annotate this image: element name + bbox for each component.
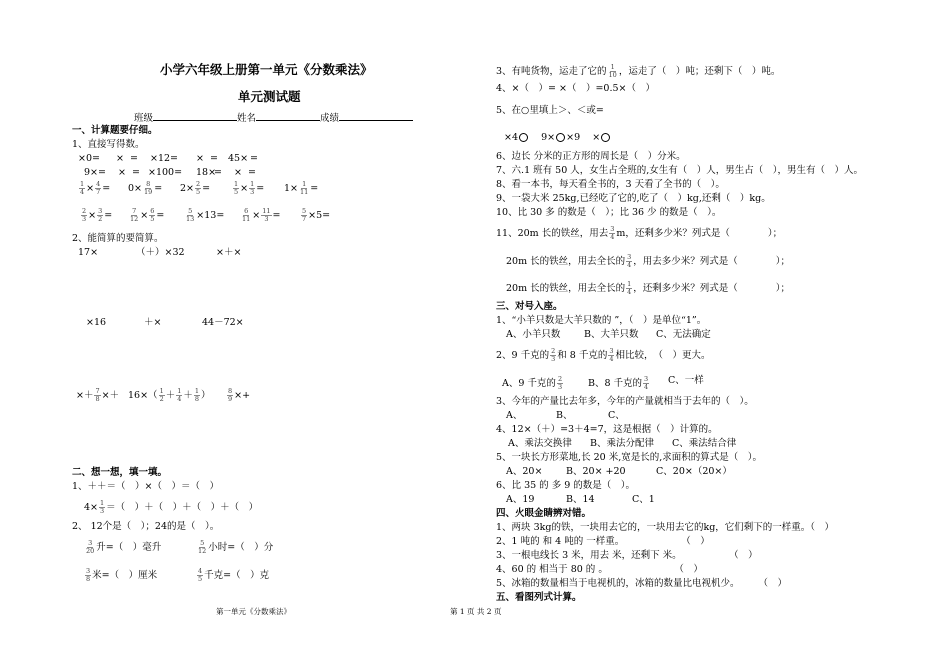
simplify-item: ＋×	[144, 317, 162, 328]
s2-q1b: 4× $\frac{1}{3}$ ＝（ ）＋（ ）＋（ ）＋（ ）	[84, 499, 259, 515]
name-field[interactable]	[256, 112, 320, 121]
option[interactable]: C、	[608, 410, 625, 421]
fraction: $\frac{1}{8}$	[194, 387, 200, 403]
calc-item: $\frac{2}{3}$ × $\frac{3}{2}$ =	[82, 207, 113, 223]
fraction: $\frac{2}{5}$	[196, 180, 201, 196]
s3-q3: 3、今年的产量比去年多，今年的产量就相当于去年的（ ）。	[496, 396, 754, 407]
score-field[interactable]	[339, 112, 413, 121]
r-q7: 7、六.1 班有 50 人，女生占全班的,女生有（ ）人，男生占（ ），男生有（ ）人。	[496, 165, 864, 176]
calc-item: ×	[116, 153, 124, 164]
unit-item: $\frac{5}{12}$ 小时=（ ）分	[198, 539, 274, 555]
calc-item: $\frac{1}{4}$ × $\frac{4}{7}$ =	[80, 180, 111, 196]
unit-item: $\frac{4}{5}$ 千克=（ ）克	[198, 567, 270, 583]
name-label: 姓名	[237, 113, 257, 124]
option[interactable]: A、20×	[506, 466, 543, 477]
class-label: 班级	[134, 113, 154, 124]
s1-q1: 1、直接写得数。	[72, 139, 145, 150]
s2-q1: 1、＋＋＝（ ）×（ ）＝（ ）	[72, 481, 220, 492]
option[interactable]: A、小羊只数	[506, 329, 561, 340]
option[interactable]: B、20× +20	[566, 466, 626, 477]
fraction: $\frac{6}{11}$	[242, 207, 251, 223]
fraction: $\frac{7}{12}$	[130, 207, 139, 223]
calc-item: ×0=	[78, 153, 100, 164]
calc-item: =	[248, 167, 256, 178]
fraction: $\frac{3}{4}$	[610, 225, 615, 241]
calc-item: =	[210, 153, 218, 164]
fraction: $\frac{1}{10}$	[608, 63, 617, 79]
simplify-item: （＋）×32	[136, 247, 185, 258]
calc-item: =	[250, 153, 258, 164]
fraction: $\frac{5}{12}$	[198, 539, 207, 555]
s4-q3: 3、一根电线长 3 米，用去 米，还剩下 米。 （ ）	[496, 550, 758, 561]
simplify-item: ×16	[86, 317, 107, 328]
fraction: $\frac{1}{3}$	[100, 499, 105, 515]
calc-item: 9×=	[84, 167, 106, 178]
option[interactable]: B、大羊只数	[584, 329, 639, 340]
calc-item: 18×	[196, 167, 217, 178]
calc-item: ×	[196, 153, 204, 164]
simplify-item: ×＋ $\frac{7}{8}$ ×＋	[76, 387, 120, 403]
fraction: $\frac{2}{3}$	[551, 347, 556, 363]
simplify-item: 44－72×	[202, 317, 244, 328]
fraction: $\frac{3}{2}$	[98, 207, 103, 223]
r-q11-3: 20m 长的铁丝，用去全长的 $\frac{1}{4}$ ，还剩多少米？列式是（ ）；	[506, 280, 791, 296]
fraction: $\frac{1}{2}$	[159, 387, 164, 403]
calc-item: ×	[118, 167, 126, 178]
fraction: $\frac{1}{5}$	[234, 180, 239, 196]
simplify-item: $\frac{8}{9}$ ×+	[228, 387, 251, 403]
fraction: $\frac{2}{3}$	[82, 207, 87, 223]
option[interactable]: B、8 千克的 $\frac{3}{4}$	[588, 375, 649, 391]
option[interactable]: A、乘法交换律	[508, 438, 572, 449]
section2-heading: 二、想一想，填一填。	[72, 467, 168, 478]
s4-q4: 4、60 的 相当于 80 的 。 （ ）	[496, 564, 703, 575]
section4-heading: 四、火眼金睛辨对错。	[496, 508, 592, 519]
unit-item: $\frac{3}{20}$ 升=（ ）毫升	[86, 539, 162, 555]
calc-item: 2× $\frac{2}{5}$ =	[180, 180, 211, 196]
fraction: $\frac{2}{3}$	[557, 375, 563, 391]
calc-item: 1× $\frac{1}{11}$ =	[284, 180, 319, 196]
calc-item: 0× $\frac{8}{19}$ =	[128, 180, 163, 196]
footer-right: 第 1 页 共 2 页	[450, 607, 502, 616]
fraction: $\frac{5}{13}$	[186, 207, 195, 223]
option[interactable]: B、	[556, 410, 573, 421]
option[interactable]: A、19	[506, 494, 535, 505]
calc-item: =	[132, 167, 140, 178]
calc-item: $\frac{5}{7}$ ×5=	[302, 207, 331, 223]
r-q10: 10、比 30 多 的数是（ ）；比 36 少 的数是（ ）。	[496, 207, 722, 218]
simplify-item: 17×	[78, 247, 99, 258]
score-label: 成绩	[320, 113, 340, 124]
s1-q2: 2、能简算的要简算。	[72, 233, 164, 244]
r-q5-items: ×4 9× ×9 ×	[504, 133, 611, 143]
r-q9: 9、一袋大米 25kg,已经吃了它的,吃了（ ）kg,还剩（ ）kg。	[496, 193, 771, 204]
calc-item: 45×	[228, 153, 249, 164]
calc-item: $\frac{5}{13}$ ×13=	[186, 207, 225, 223]
option[interactable]: C、20×（20×）	[656, 466, 732, 477]
fraction: $\frac{4}{5}$	[198, 567, 203, 583]
r-q3: 3、有吨货物，运走了它的 $\frac{1}{10}$ ，运走了（ ）吨；还剩下（ ）吨。	[496, 63, 781, 79]
option[interactable]: C、一样	[668, 375, 704, 386]
option[interactable]: C、1	[632, 494, 655, 505]
fraction: $\frac{7}{8}$	[95, 387, 100, 403]
fraction: $\frac{11}{3}$	[262, 207, 271, 223]
r-q8: 8、看一本书，每天看全书的，3 天看了全书的（ ）。	[496, 179, 725, 190]
fraction: $\frac{3}{20}$	[86, 539, 95, 555]
compare-circle[interactable]	[519, 133, 528, 142]
calc-item: ×12=	[150, 153, 179, 164]
fraction: $\frac{3}{4}$	[644, 375, 649, 391]
calc-item: $\frac{6}{11}$ × $\frac{11}{3}$ =	[242, 207, 281, 223]
fraction: $\frac{1}{4}$	[177, 387, 182, 403]
fraction: $\frac{1}{11}$	[300, 180, 309, 196]
s3-q6: 6、比 35 的 多 9 的数是（ ）。	[496, 480, 636, 491]
calc-item: ×	[234, 167, 242, 178]
section3-heading: 三、对号入座。	[496, 301, 563, 312]
r-q6: 6、边长 分米的正方形的周长是（ ）分米。	[496, 151, 686, 162]
fraction: $\frac{6}{5}$	[150, 207, 155, 223]
fraction: $\frac{3}{4}$	[609, 347, 614, 363]
section5-heading: 五、看图列式计算。	[496, 592, 582, 603]
simplify-item: 16×（ $\frac{1}{2}$ ＋ $\frac{1}{4}$ ＋ $\frac{1}{8}$ ）	[128, 387, 211, 403]
r-q11: 11、20m 长的铁丝，用去 $\frac{3}{4}$ m，还剩多少米？列式是（ ）；	[496, 225, 783, 241]
info-line	[134, 112, 413, 124]
compare-circle[interactable]	[556, 133, 565, 142]
class-field[interactable]	[153, 112, 237, 121]
simplify-item: ×＋×	[216, 247, 242, 258]
s3-q2: 2、9 千克的 $\frac{2}{3}$ 和 8 千克的 $\frac{3}{4}$ 相比较， （ ）更大。	[496, 347, 711, 363]
compare-circle[interactable]	[601, 133, 610, 142]
fraction: $\frac{1}{4}$	[80, 180, 85, 196]
s2-q2: 2、 12个是（ ）；24的是（ ）。	[72, 521, 220, 532]
fraction: $\frac{5}{7}$	[302, 207, 307, 223]
option[interactable]: C、乘法结合律	[672, 438, 737, 449]
fraction: $\frac{1}{4}$	[627, 280, 632, 296]
fraction: $\frac{8}{19}$	[144, 180, 153, 196]
option[interactable]: B、乘法分配律	[590, 438, 654, 449]
option[interactable]: C、无法确定	[656, 329, 711, 340]
s3-q5: 5、一块长方形菜地,长 20 米,宽是长的,求面积的算式是（ ）。	[496, 452, 762, 463]
calc-item: $\frac{7}{12}$ × $\frac{6}{5}$ =	[130, 207, 165, 223]
option[interactable]: A、9 千克的 $\frac{2}{3}$	[502, 375, 563, 391]
section1-heading: 一、计算题要仔细。	[72, 125, 158, 136]
option[interactable]: B、14	[566, 494, 595, 505]
s3-q4: 4、12×（＋）=3＋4=7，这是根据（ ）计算的。	[496, 424, 718, 435]
r-q11-2: 20m 长的铁丝，用去全长的 $\frac{3}{4}$ ，用去多少米？列式是（ ）；	[506, 253, 791, 269]
footer-left: 第一单元《分数乘法》	[216, 607, 291, 616]
s4-q5: 5、冰箱的数量相当于电视机的，冰箱的数量比电视机少。 （ ）	[496, 578, 788, 589]
fraction: $\frac{8}{9}$	[228, 387, 233, 403]
r-q5: 5、在○里填上＞、＜或=	[496, 105, 604, 116]
fraction: $\frac{1}{3}$	[250, 180, 255, 196]
page-subtitle: 单元测试题	[238, 89, 301, 104]
fraction: $\frac{3}{8}$	[86, 567, 91, 583]
calc-item: =	[130, 153, 138, 164]
calc-item: ×100=	[148, 167, 183, 178]
r-q4: 4、×（ ）= ×（ ）=0.5×（ ）	[496, 83, 655, 94]
s4-q2: 2、1 吨的 和 4 吨的 一样重。 （ ）	[496, 536, 710, 547]
calc-item: =	[214, 167, 222, 178]
option[interactable]: A、	[506, 410, 523, 421]
fraction: $\frac{3}{4}$	[627, 253, 632, 269]
page-title: 小学六年级上册第一单元《分数乘法》	[160, 62, 373, 77]
calc-item: $\frac{1}{5}$ × $\frac{1}{3}$ =	[234, 180, 265, 196]
fraction: $\frac{4}{7}$	[96, 180, 101, 196]
s4-q1: 1、两块 3kg的铁，一块用去它的，一块用去它的kg，它们剩下的一样重。（ ）	[496, 522, 835, 533]
s3-q1: 1、“小羊只数是大羊只数的 ”，（ ）是单位“1”。	[496, 315, 707, 326]
unit-item: $\frac{3}{8}$ 米=（ ）厘米	[86, 567, 158, 583]
